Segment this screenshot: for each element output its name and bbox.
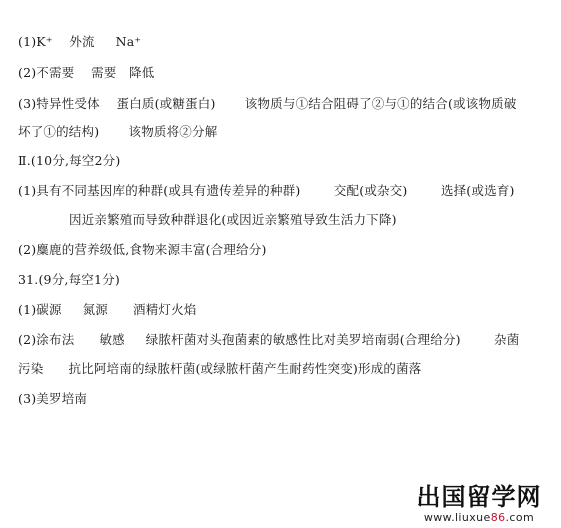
answer-line-3-continued: 坏了①的结构) 该物质将②分解 [18, 124, 218, 139]
answer-line-1: (1)K⁺ 外流 Na⁺ [18, 34, 142, 49]
section-heading-31: 31.(9分,每空1分) [18, 272, 120, 287]
answer-line-2: (2)不需要 需要 降低 [18, 65, 155, 80]
watermark-title: 出国留学网 [416, 483, 542, 511]
answer-line-31-2: (2)涂布法 敏感 绿脓杆菌对头孢菌素的敏感性比对美罗培南弱(合理给分) 杂菌 [18, 332, 520, 347]
site-watermark [411, 483, 547, 524]
answer-line-31-2-continued: 污染 抗比阿培南的绿脓杆菌(或绿脓杆菌产生耐药性突变)形成的菌落 [18, 361, 422, 376]
answer-line-31-3: (3)美罗培南 [18, 391, 88, 406]
watermark-url-suffix: .com [505, 511, 535, 524]
section-heading-ii: Ⅱ.(10分,每空2分) [18, 153, 121, 168]
answer-line-ii-2: (2)麋鹿的营养级低,食物来源丰富(合理给分) [18, 242, 267, 257]
watermark-url-accent: 86 [490, 511, 506, 524]
watermark-url [411, 511, 547, 524]
answer-line-ii-1-continued: 因近亲繁殖而导致种群退化(或因近亲繁殖导致生活力下降) [69, 212, 397, 227]
answer-line-ii-1: (1)具有不同基因库的种群(或具有遗传差异的种群) 交配(或杂交) 选择(或选育) [18, 183, 515, 198]
answer-line-3: (3)特异性受体 蛋白质(或糖蛋白) 该物质与①结合阻碍了②与①的结合(或该物质破 [18, 96, 517, 111]
watermark-url-prefix: www.liuxue [423, 511, 491, 524]
answer-line-31-1: (1)碳源 氮源 酒精灯火焰 [18, 302, 197, 317]
